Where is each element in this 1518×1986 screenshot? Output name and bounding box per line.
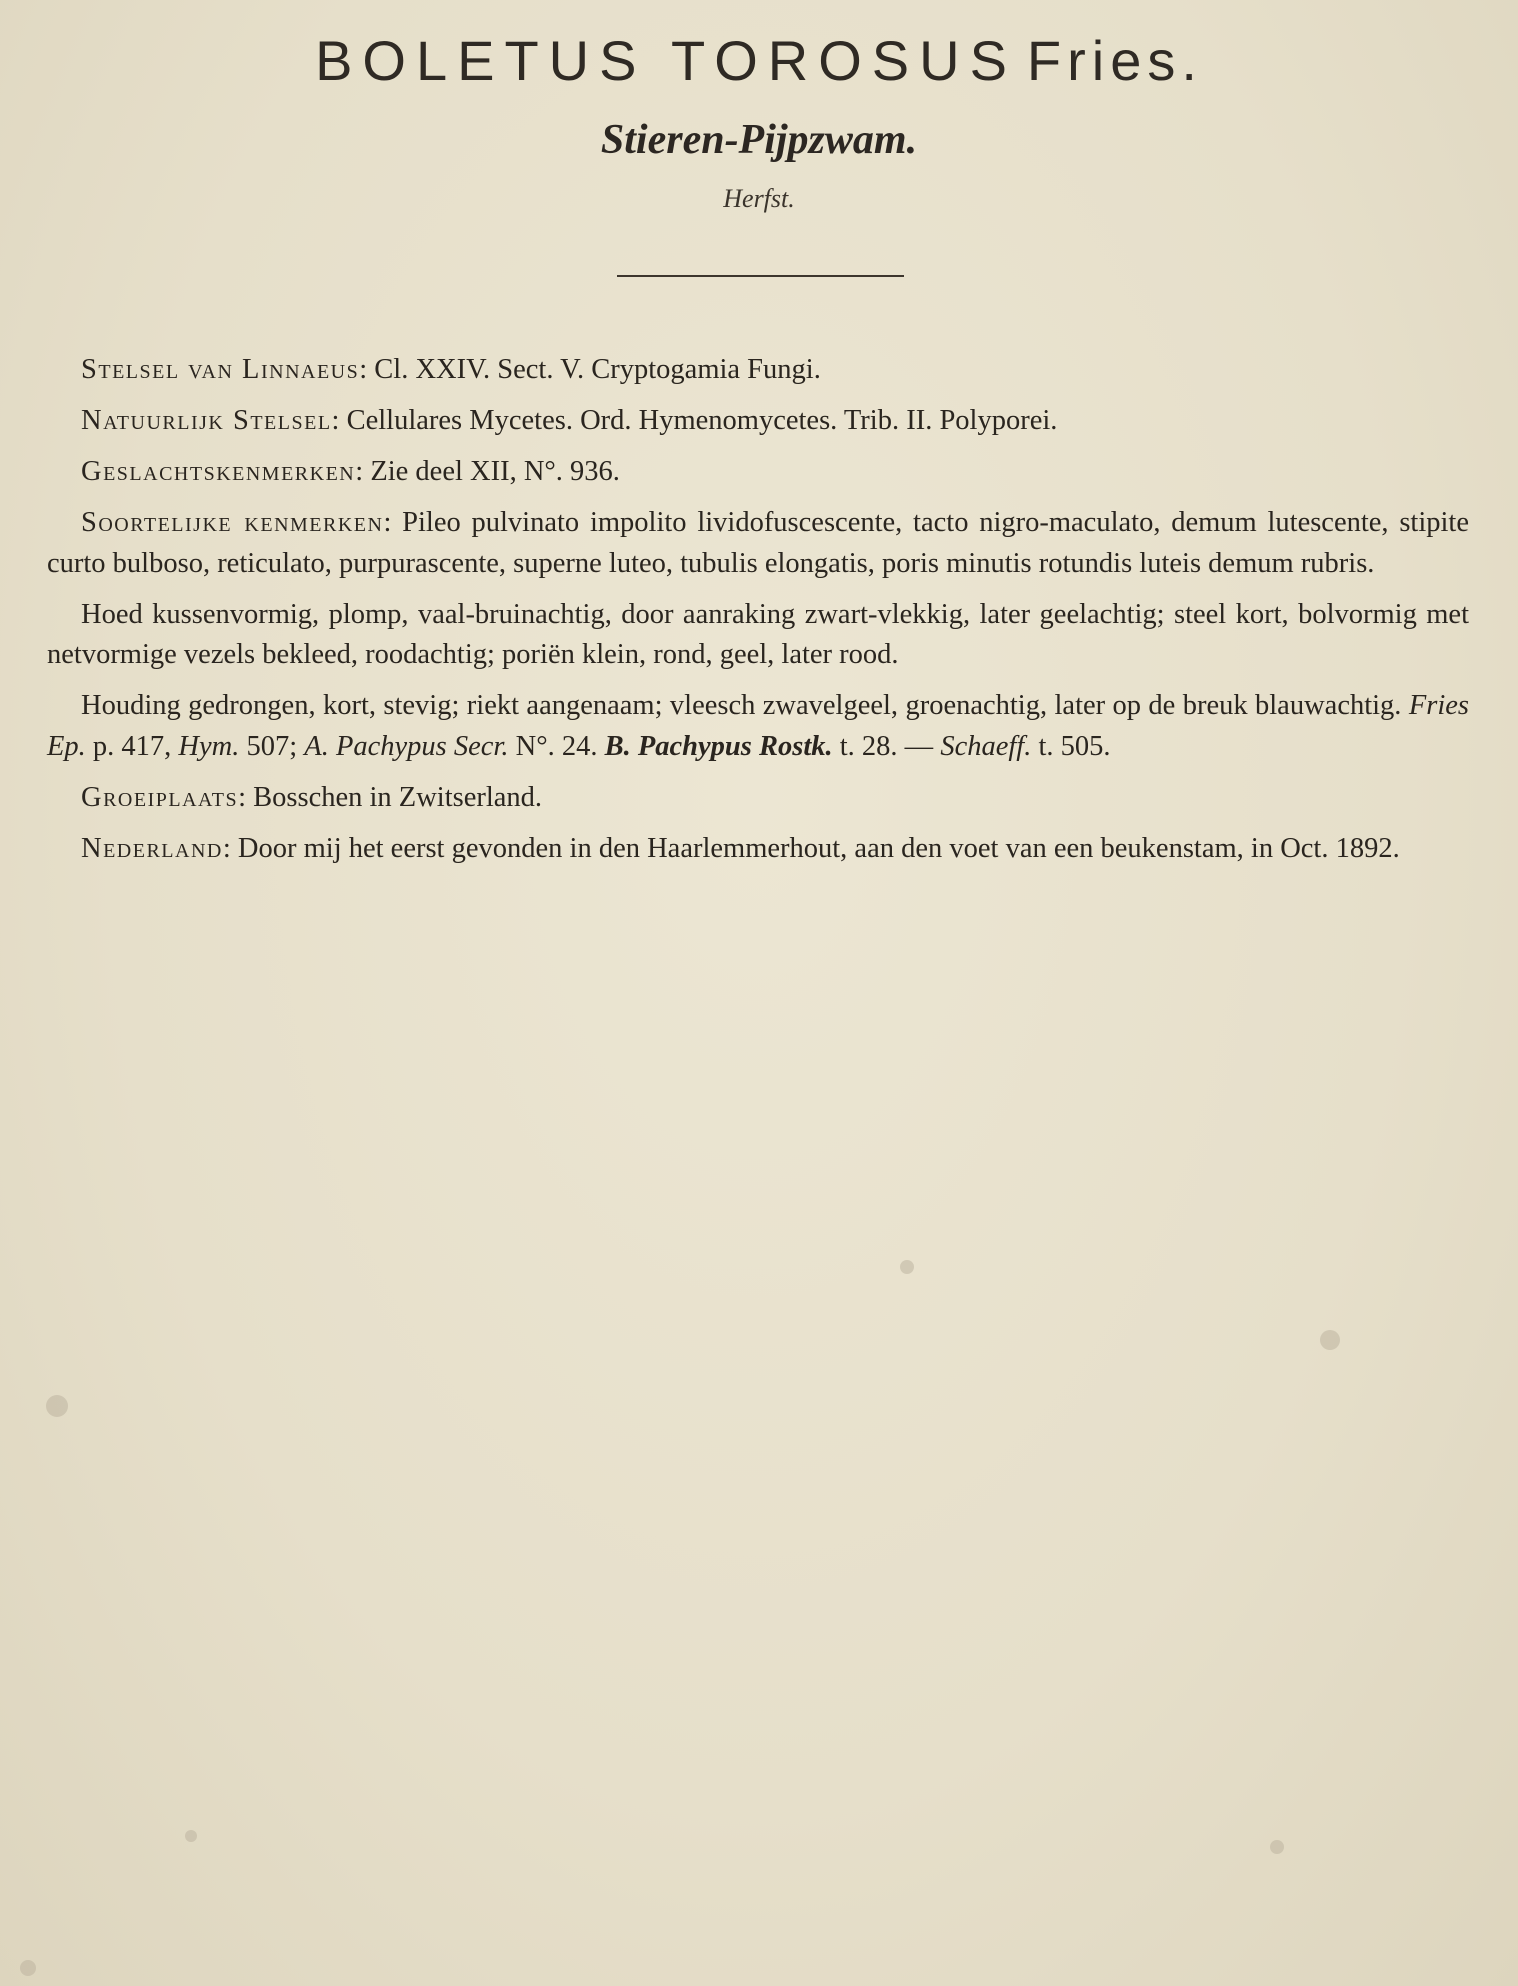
paper-speck [20,1960,36,1976]
literature-reference: Fries Ep. [47,690,1470,762]
section-separator: : [331,405,340,436]
section-text: Door mij het eerst gevonden in den Haarlemmerhout, aan den voet van een beukenstam, in Oct. 1892. [237,832,1400,864]
section-text: Zie deel XII, N°. 936. [370,456,620,487]
title-author: Fries. [1026,29,1203,92]
paper-speck [900,1260,914,1274]
section-label: Soortelijke kenmerken [81,507,384,538]
section-text: Cellulares Mycetes. Ord. Hymenomycetes. Trib. II. Polyporei. [346,405,1058,436]
section-linnaeus [47,350,1469,391]
section-text: Cl. XXIV. Sect. V. Cryptogamia Fungi. [374,354,821,385]
section-nederland [47,829,1469,870]
section-houding [47,686,1469,767]
section-text: N°. 24. [515,730,598,762]
section-text: t. 505. [1038,730,1111,762]
section-groeiplaats [47,778,1469,819]
paper-speck [1270,1840,1284,1854]
section-hoed [47,595,1469,676]
literature-reference: Schaeff. [940,730,1032,762]
document-body [47,350,1469,880]
literature-reference: A. Pachypus Secr. [304,730,509,762]
paper-speck [46,1395,68,1417]
section-label: Stelsel van Linnaeus [81,354,360,385]
section-separator: : [238,781,247,813]
literature-reference: Hym. [178,730,240,762]
page-title [0,28,1518,93]
section-natuurlijk [47,401,1469,442]
season-label: Herfst. [723,184,795,213]
section-text: Houding gedrongen, kort, stevig; riekt aangenaam; vleesch zwavelgeel, groenachtig, later op de breuk blauwachtig. [81,690,1402,721]
section-text: Bosschen in Zwitserland. [253,781,543,813]
section-label: Nederland [81,832,223,864]
section-text: p. 417, [92,730,172,762]
section-separator: : [355,456,364,487]
section-soortelijke [47,503,1469,584]
section-separator: : [383,507,392,538]
section-geslacht [47,452,1469,493]
section-label: Groeiplaats [81,781,239,813]
section-text: Pileo pulvinato impolito lividofuscescente, tacto nigro-maculato, demum lutescente, stipite curto bulboso, reticulato, purpurascente, superne luteo, tubulis elongatis, poris minutis rotundis luteis demum rubris. [47,507,1469,579]
section-text: Hoed kussenvormig, plomp, vaal-bruinachtig, door aanraking zwart-vlekkig, later geelachtig; steel kort, bolvormig met netvormige vezels bekleed, roodachtig; poriën klein, rond, geel, later rood. [47,598,1469,670]
section-label: Geslachtskenmerken [81,456,356,487]
paper-speck [1320,1330,1340,1350]
section-text: 507; [246,730,298,762]
literature-reference: B. Pachypus Rostk. [604,730,833,762]
section-separator: : [359,354,368,385]
title-divider [617,275,904,277]
paper-speck [185,1830,197,1842]
section-separator: : [222,832,231,864]
title-species: BOLETUS TOROSUS [315,29,1017,92]
section-label: Natuurlijk Stelsel [81,405,332,436]
section-text: t. 28. — [839,730,934,762]
page-subtitle: Stieren-Pijpzwam. [600,117,918,163]
